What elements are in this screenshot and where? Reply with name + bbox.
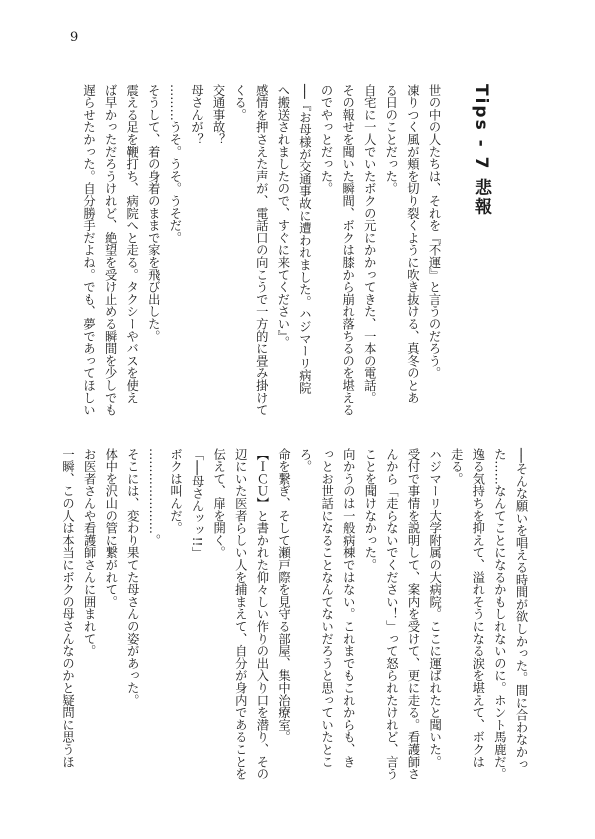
text-line: 自宅に一人でいたボクの元にかかってきた、一本の電話。: [362, 84, 377, 404]
text-line: ──『お母様が交通事故に遭われました。ハジマーリ病院: [297, 84, 312, 395]
text-line: …………………。: [146, 448, 161, 547]
text-line: 交通事故？: [211, 84, 226, 146]
text-line: ば早かっただろうけれど、絶望を受け止める瞬間を少しでも: [103, 84, 118, 417]
chapter-title: Tips - 7 悲報: [471, 84, 491, 217]
text-line: ハジマーリ大学附属の大病院。ここに運ばれたと聞いた。: [427, 448, 442, 768]
text-line: その報せを聞いた瞬間、ボクは膝から崩れ落ちるのを堪える: [340, 84, 355, 417]
page-number: 9: [70, 30, 79, 45]
text-line: ろ。: [298, 448, 313, 473]
text-line: んから「走らないでください！」って怒られたけれど、言う: [384, 448, 399, 781]
text-line: 命を繋ぎ、そして瀬戸際を見守る部屋、集中治療室。: [276, 448, 291, 744]
text-line: 体中を沢山の管に繋がれて。: [103, 448, 118, 608]
text-line: そこには、変わり果てた母さんの姿があった。: [125, 448, 140, 707]
text-line: 「──母さんッッ!!」: [190, 448, 205, 559]
text-line: 凍りつく風が頬を切り裂くように吹き抜ける、真冬のとあ: [405, 84, 420, 404]
text-line: 向かうのは一般病棟ではない。これまでもこれからも、き: [341, 448, 356, 768]
text-line: 母さんが？: [189, 84, 204, 146]
text-line: 走る。: [449, 448, 464, 485]
text-line: へ搬送されましたので、すぐに来てください』。: [275, 84, 290, 349]
text-line: 感情を押さえた声が、電話口の向こうで一方的に畳み掛けて: [254, 84, 269, 417]
text-line: 受付で事情を説明して、案内を受けて、更に走る。看護師さ: [406, 448, 421, 781]
text-line: 一瞬、この人は本当にボクの母さんなのかと疑問に思うほ: [60, 448, 75, 768]
text-line: そうして、着の身着のままで家を飛び出した。: [146, 84, 161, 343]
text-line: 遅らせたかった。自分勝手だよね。でも、夢であってほしい: [81, 84, 96, 417]
text-line: ………うそ。うそ。うそだ。: [167, 84, 182, 244]
text-line: 【ＩＣＵ】と書かれた仰々しい作りの出入り口を潜り、その: [254, 448, 269, 781]
text-line: くる。: [232, 84, 247, 121]
text-line: 震える足を鞭打ち、病院へと走る。タクシーやバスを使え: [124, 84, 139, 404]
text-line: ボクは叫んだ。: [168, 448, 183, 535]
text-line: 世の中の人たちは、それを『不運』と言うのだろう。: [427, 84, 441, 380]
text-line: 逸る気持ちを抑えて、溢れそうになる涙を堪えて、ボクは: [470, 448, 485, 768]
text-line: た……なんてことになるかもしれないのに。ホント馬鹿だ。: [492, 448, 507, 781]
text-line: 辺にいた医者らしい人を捕まえて、自分が身内であることを: [233, 448, 248, 781]
text-line: ことを聞けなかった。: [362, 448, 377, 571]
text-column-top: [76, 84, 444, 417]
text-line: のでやっとだった。: [319, 84, 334, 195]
text-line: る日のことだった。: [383, 84, 398, 195]
text-line: っとお世話になることなんてないだろうと思っていたとこ: [319, 448, 334, 768]
text-line: ──そんな願いを唱える時間が欲しかった。間に合わなかっ: [514, 448, 528, 771]
text-line: 伝えて、扉を開く。: [211, 448, 226, 559]
text-line: お医者さんや看護師さんに囲まれて。: [82, 448, 97, 658]
text-column-bottom: [60, 448, 531, 796]
